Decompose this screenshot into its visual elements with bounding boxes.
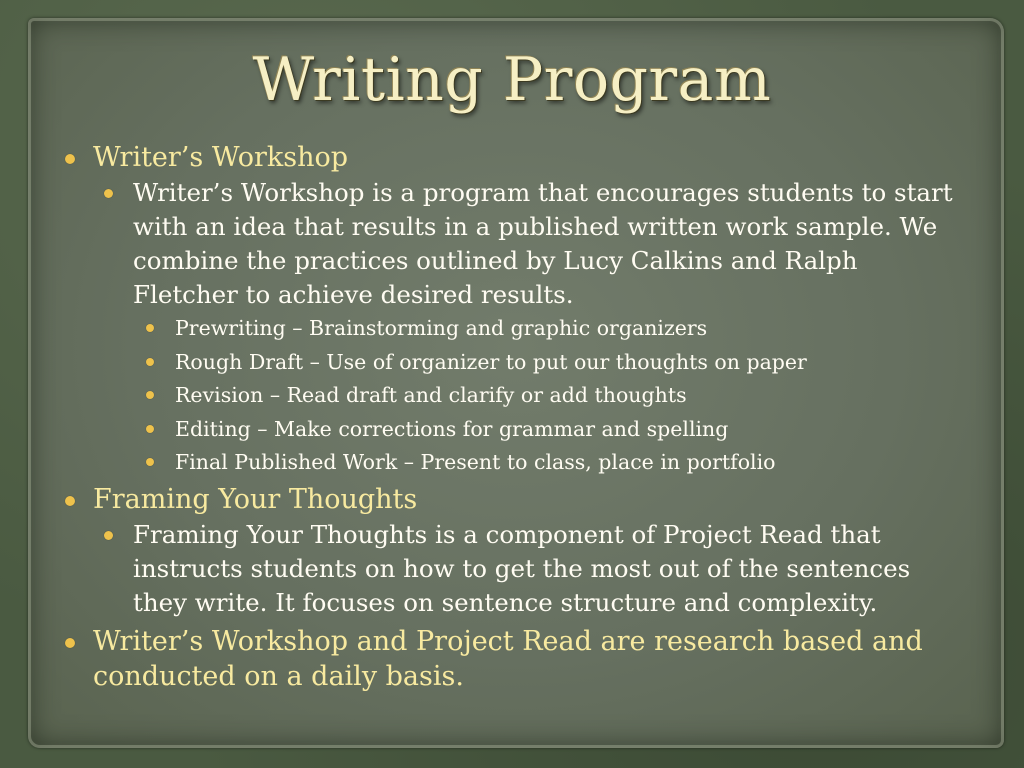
bullet-dot-icon xyxy=(65,638,75,648)
bullet-text: Editing – Make corrections for grammar and spelling xyxy=(175,416,729,441)
bullet-writers-workshop xyxy=(64,140,964,175)
bullet-text: Revision – Read draft and clarify or add thoughts xyxy=(175,383,687,407)
slide-body xyxy=(64,140,964,694)
bullet-step-prewriting xyxy=(146,312,964,346)
bullet-text: Rough Draft – Use of organizer to put our thoughts on paper xyxy=(175,349,807,374)
bullet-step-rough-draft xyxy=(146,346,964,380)
bullet-dot-icon xyxy=(65,496,75,506)
bullet-dot-icon xyxy=(65,154,75,164)
bullet-text: Prewriting – Brainstorming and graphic organizers xyxy=(175,316,708,340)
bullet-writers-workshop-description xyxy=(104,176,964,312)
bullet-framing-your-thoughts-description xyxy=(104,518,964,620)
bullet-dot-icon xyxy=(146,391,154,399)
bullet-text: Writer’s Workshop is a program that encourages students to start with an idea that results in a published written work sample. We combine the practices outlined by Lucy Calkins and Ralph Fletcher to achieve desired results. xyxy=(133,178,953,309)
bullet-step-revision xyxy=(146,379,964,413)
bullet-dot-icon xyxy=(104,531,113,540)
bullet-step-editing xyxy=(146,413,964,447)
bullet-text: Final Published Work – Present to class, place in portfolio xyxy=(175,450,776,474)
bullet-text: Framing Your Thoughts xyxy=(93,483,418,515)
bullet-text: Writer’s Workshop xyxy=(93,142,349,173)
bullet-dot-icon xyxy=(104,189,113,198)
bullet-dot-icon xyxy=(146,425,154,433)
bullet-dot-icon xyxy=(146,358,154,366)
bullet-closing-statement xyxy=(64,624,964,694)
slide-title: Writing Program xyxy=(252,45,772,115)
bullet-framing-your-thoughts xyxy=(64,482,964,517)
bullet-step-final-published-work xyxy=(146,446,964,480)
bullet-dot-icon xyxy=(146,324,154,332)
bullet-text: Framing Your Thoughts is a component of Project Read that instructs students on how to get the most out of the sentences they write. It focuses on sentence structure and complexity. xyxy=(133,519,911,617)
bullet-text: Writer’s Workshop and Project Read are research based and conducted on a daily basis. xyxy=(93,625,923,692)
bullet-dot-icon xyxy=(146,458,154,466)
